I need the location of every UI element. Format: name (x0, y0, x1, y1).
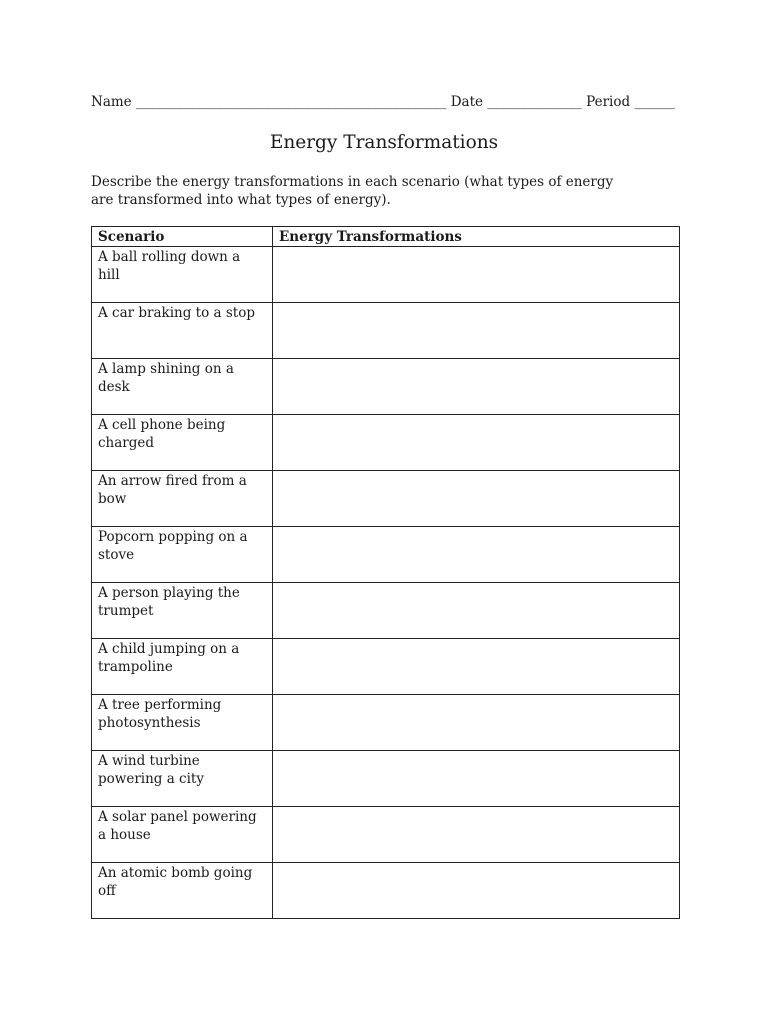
table-header-row (92, 227, 680, 247)
answer-cell[interactable] (273, 303, 680, 359)
table-row (92, 415, 680, 471)
table-row (92, 807, 680, 863)
scenario-cell: A wind turbine powering a city (92, 751, 273, 807)
scenario-cell: A child jumping on a trampoline (92, 639, 273, 695)
instructions-text: Describe the energy transformations in each scenario (what types of energy are transformed into what types of energy). (91, 174, 614, 208)
table-row (92, 639, 680, 695)
answer-cell[interactable] (273, 863, 680, 919)
table-row (92, 583, 680, 639)
answer-cell[interactable] (273, 471, 680, 527)
table-row (92, 751, 680, 807)
scenario-cell: An arrow fired from a bow (92, 471, 273, 527)
scenario-cell: An atomic bomb going off (92, 863, 273, 919)
student-info-line: Name ______________________________________________ Date ______________ Period ______ (91, 94, 675, 110)
column-header-energy-transformations: Energy Transformations (273, 227, 680, 247)
scenario-table (91, 226, 680, 919)
scenario-cell: A person playing the trumpet (92, 583, 273, 639)
answer-cell[interactable] (273, 415, 680, 471)
scenario-cell: A cell phone being charged (92, 415, 273, 471)
answer-cell[interactable] (273, 359, 680, 415)
answer-cell[interactable] (273, 807, 680, 863)
table-row (92, 695, 680, 751)
answer-cell[interactable] (273, 751, 680, 807)
table-row (92, 863, 680, 919)
scenario-cell: A car braking to a stop (92, 303, 273, 359)
column-header-scenario: Scenario (92, 227, 273, 247)
table-row (92, 247, 680, 303)
scenario-cell: A ball rolling down a hill (92, 247, 273, 303)
scenario-cell: Popcorn popping on a stove (92, 527, 273, 583)
scenario-cell: A tree performing photosynthesis (92, 695, 273, 751)
answer-cell[interactable] (273, 527, 680, 583)
table-row (92, 471, 680, 527)
table-row (92, 303, 680, 359)
page-title: Energy Transformations (269, 132, 499, 153)
table-row (92, 527, 680, 583)
answer-cell[interactable] (273, 695, 680, 751)
answer-cell[interactable] (273, 639, 680, 695)
answer-cell[interactable] (273, 247, 680, 303)
table-row (92, 359, 680, 415)
answer-cell[interactable] (273, 583, 680, 639)
scenario-cell: A solar panel powering a house (92, 807, 273, 863)
scenario-cell: A lamp shining on a desk (92, 359, 273, 415)
